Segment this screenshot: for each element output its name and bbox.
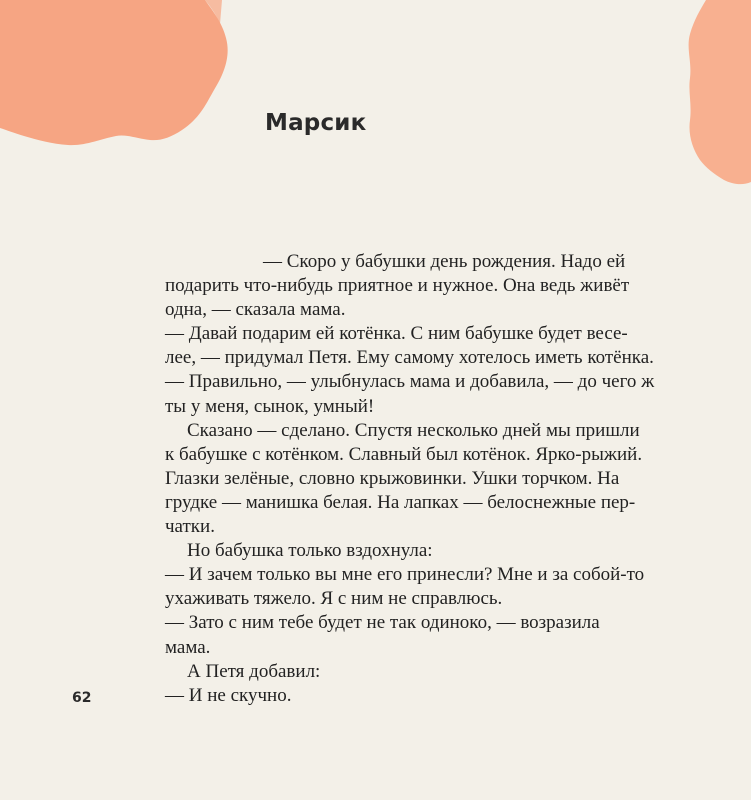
text-line: — И зачем только вы мне его принесли? Мне и за собой-то	[165, 564, 645, 586]
story-title: Марсик	[265, 110, 367, 136]
text-line: чатки.	[165, 516, 215, 538]
text-line: грудке — манишка белая. На лапках — белоснежные пер-	[165, 491, 636, 513]
text-line: — Скоро у бабушки день рождения. Надо ей	[263, 251, 626, 272]
text-line: подарить что-нибудь приятное и нужное. Она ведь живёт	[165, 275, 630, 297]
text-line: Но бабушка только вздохнула:	[187, 540, 433, 562]
text-line: А Петя добавил:	[187, 660, 321, 682]
story-text	[165, 250, 725, 708]
text-line: к бабушке с котёнком. Славный был котёнок. Ярко-рыжий.	[165, 443, 643, 465]
text-line: ты у меня, сынок, умный!	[165, 395, 375, 417]
text-line: — Давай подарим ей котёнка. С ним бабушке будет весе-	[165, 323, 628, 345]
page-number: 62	[72, 690, 92, 706]
text-line: — И не скучно.	[165, 684, 292, 706]
text-line: мама.	[165, 636, 211, 658]
orange-paint-splash-right	[676, 0, 751, 190]
text-line: Сказано — сделано. Спустя несколько дней мы пришли	[187, 419, 640, 441]
text-line: одна, — сказала мама.	[165, 299, 346, 321]
orange-paint-splash-left	[0, 0, 240, 160]
text-line: — Зато с ним тебе будет не так одиноко, — возразила	[165, 612, 600, 634]
text-line: лее, — придумал Петя. Ему самому хотелось иметь котёнка.	[165, 347, 654, 369]
text-line: ухаживать тяжело. Я с ним не справлюсь.	[165, 588, 503, 610]
text-line: Глазки зелёные, словно крыжовинки. Ушки торчком. На	[165, 467, 620, 489]
text-line: — Правильно, — улыбнулась мама и добавила, — до чего ж	[165, 371, 655, 393]
